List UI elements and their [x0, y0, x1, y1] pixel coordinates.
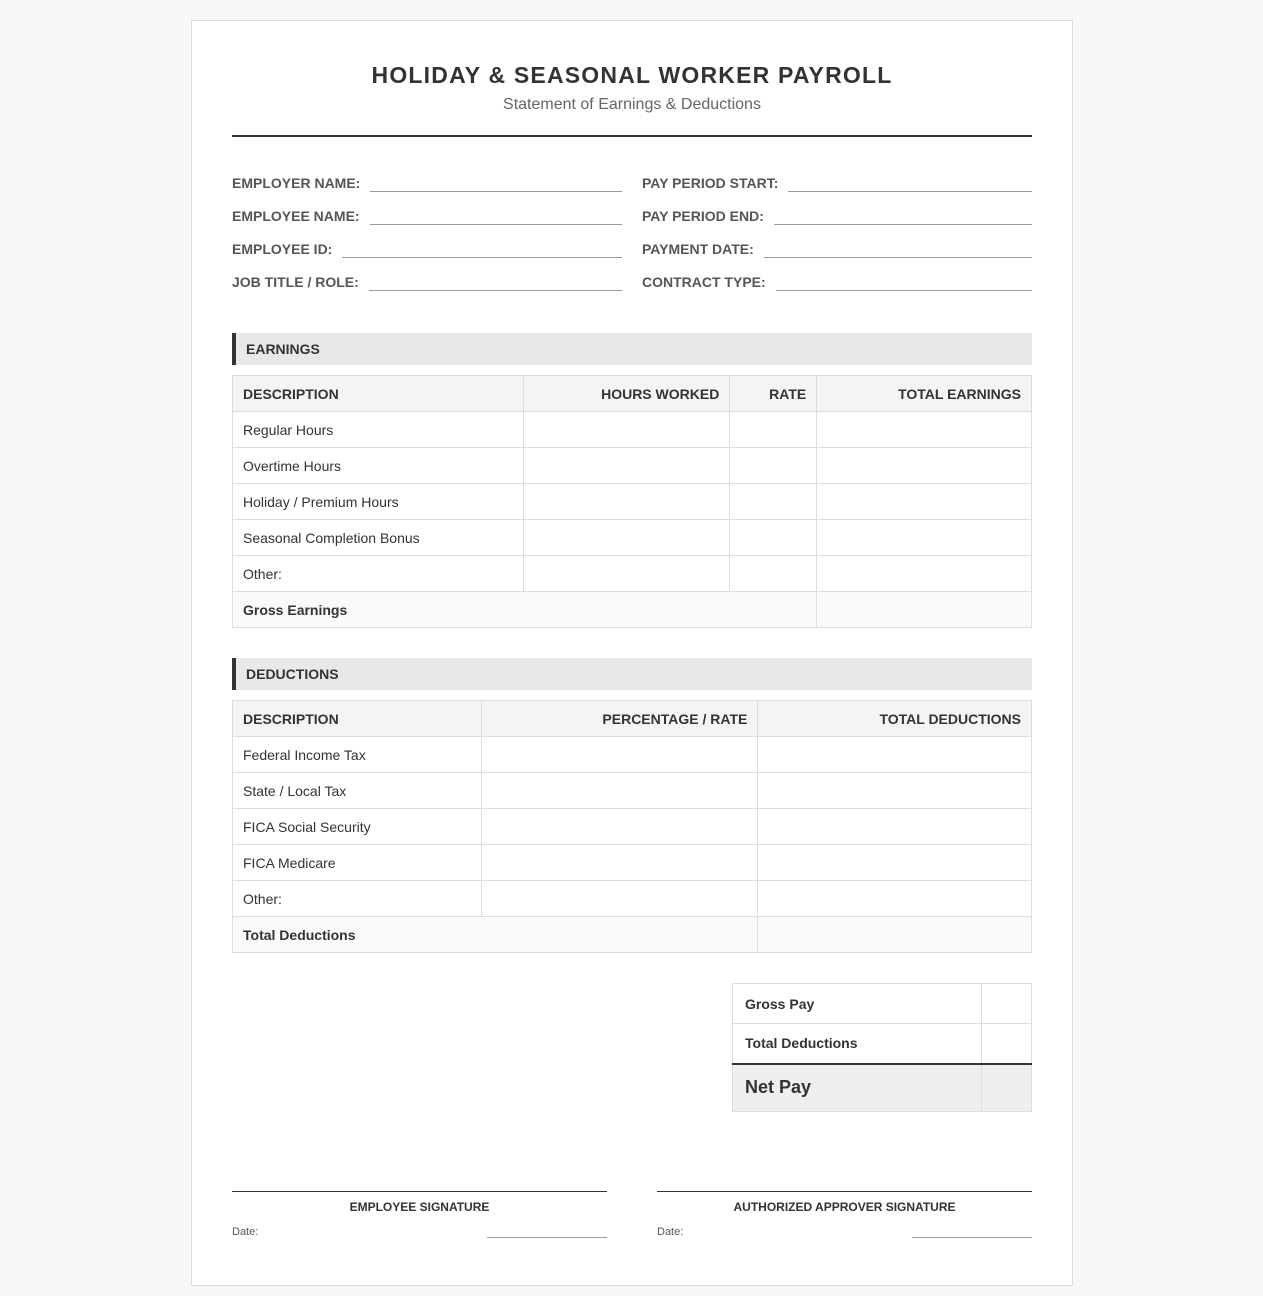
hours-cell[interactable]: [523, 412, 730, 448]
pay-period-start-row: [642, 170, 1032, 192]
summary-total-deductions-value[interactable]: [982, 1024, 1032, 1064]
summary-section: [232, 983, 1032, 1112]
pay-period-end-field[interactable]: [774, 203, 1032, 225]
table-row: [233, 809, 1032, 845]
employer-name-field[interactable]: [370, 170, 622, 192]
summary-total-deductions-label: Total Deductions: [733, 1024, 982, 1064]
info-right-column: [642, 170, 1032, 302]
rate-cell[interactable]: [730, 448, 817, 484]
rate-cell[interactable]: [481, 737, 758, 773]
pay-period-end-label: PAY PERIOD END:: [642, 208, 764, 224]
table-header-row: [233, 701, 1032, 737]
column-header-total-earnings: TOTAL EARNINGS: [817, 376, 1032, 412]
rate-cell[interactable]: [481, 881, 758, 917]
rate-cell[interactable]: [730, 484, 817, 520]
gross-earnings-value[interactable]: [817, 592, 1032, 628]
total-deductions-value[interactable]: [758, 917, 1032, 953]
approver-date-field[interactable]: [912, 1222, 1032, 1238]
column-header-description: DESCRIPTION: [233, 376, 524, 412]
total-cell[interactable]: [817, 556, 1032, 592]
column-header-percentage-rate: PERCENTAGE / RATE: [481, 701, 758, 737]
table-row: [233, 412, 1032, 448]
payroll-form: [191, 20, 1073, 1286]
employee-name-row: [232, 203, 622, 225]
employee-signature-block: [232, 1191, 607, 1238]
employer-name-label: EMPLOYER NAME:: [232, 175, 361, 191]
document-subtitle: Statement of Earnings & Deductions: [503, 96, 761, 113]
approver-signature-label: AUTHORIZED APPROVER SIGNATURE: [733, 1200, 956, 1214]
table-row: [233, 556, 1032, 592]
job-title-field[interactable]: [369, 269, 622, 291]
pay-period-start-label: PAY PERIOD START:: [642, 175, 779, 191]
row-label: State / Local Tax: [233, 773, 482, 809]
row-label: FICA Social Security: [233, 809, 482, 845]
summary-total-deductions-row: [733, 1024, 1032, 1064]
employee-date-label: Date:: [232, 1226, 259, 1238]
employee-id-label: EMPLOYEE ID:: [232, 241, 333, 257]
employee-name-label: EMPLOYEE NAME:: [232, 208, 360, 224]
rate-cell[interactable]: [730, 556, 817, 592]
table-row: [233, 448, 1032, 484]
employee-id-row: [232, 236, 622, 258]
total-deductions-row: [233, 917, 1032, 953]
contract-type-row: [642, 269, 1032, 291]
hours-cell[interactable]: [523, 484, 730, 520]
row-label: FICA Medicare: [233, 845, 482, 881]
total-cell[interactable]: [758, 773, 1032, 809]
table-row: [233, 881, 1032, 917]
rate-cell[interactable]: [730, 412, 817, 448]
hours-cell[interactable]: [523, 448, 730, 484]
row-label: Regular Hours: [233, 412, 524, 448]
hours-cell[interactable]: [523, 520, 730, 556]
rate-cell[interactable]: [481, 809, 758, 845]
table-row: [233, 737, 1032, 773]
table-row: [233, 520, 1032, 556]
summary-gross-pay-label: Gross Pay: [733, 984, 982, 1024]
summary-net-pay-value[interactable]: [982, 1064, 1032, 1112]
info-section: [232, 170, 1032, 302]
employee-signature-line[interactable]: [232, 1191, 607, 1192]
table-row: [233, 484, 1032, 520]
row-label: Other:: [233, 881, 482, 917]
rate-cell[interactable]: [481, 845, 758, 881]
total-cell[interactable]: [758, 845, 1032, 881]
row-label: Federal Income Tax: [233, 737, 482, 773]
document-title: HOLIDAY & SEASONAL WORKER PAYROLL: [371, 62, 893, 88]
summary-net-pay-label: Net Pay: [733, 1064, 982, 1112]
total-cell[interactable]: [817, 448, 1032, 484]
payment-date-field[interactable]: [764, 236, 1032, 258]
table-row: [233, 845, 1032, 881]
deductions-heading: DEDUCTIONS: [232, 658, 1032, 690]
contract-type-label: CONTRACT TYPE:: [642, 274, 766, 290]
summary-net-pay-row: [733, 1064, 1032, 1112]
row-label: Seasonal Completion Bonus: [233, 520, 524, 556]
employer-name-row: [232, 170, 622, 192]
approver-signature-line[interactable]: [657, 1191, 1032, 1192]
earnings-table: [232, 375, 1032, 628]
rate-cell[interactable]: [481, 773, 758, 809]
total-cell[interactable]: [817, 484, 1032, 520]
approver-date-label: Date:: [657, 1226, 684, 1238]
approver-date-row: [657, 1222, 1032, 1238]
gross-earnings-label: Gross Earnings: [233, 592, 817, 628]
total-deductions-label: Total Deductions: [233, 917, 758, 953]
total-cell[interactable]: [817, 520, 1032, 556]
deductions-table: [232, 700, 1032, 953]
info-left-column: [232, 170, 622, 302]
column-header-rate: RATE: [730, 376, 817, 412]
payment-date-label: PAYMENT DATE:: [642, 241, 754, 257]
table-header-row: [233, 376, 1032, 412]
employee-signature-label: EMPLOYEE SIGNATURE: [349, 1200, 490, 1214]
contract-type-field[interactable]: [776, 269, 1032, 291]
summary-gross-pay-row: [733, 984, 1032, 1024]
job-title-row: [232, 269, 622, 291]
gross-earnings-row: [233, 592, 1032, 628]
employee-name-field[interactable]: [370, 203, 622, 225]
row-label: Holiday / Premium Hours: [233, 484, 524, 520]
table-row: [233, 773, 1032, 809]
employee-id-field[interactable]: [342, 236, 622, 258]
earnings-heading: EARNINGS: [232, 333, 1032, 365]
column-header-total-deductions: TOTAL DEDUCTIONS: [758, 701, 1032, 737]
job-title-label: JOB TITLE / ROLE:: [232, 274, 359, 290]
total-cell[interactable]: [758, 809, 1032, 845]
summary-gross-pay-value[interactable]: [982, 984, 1032, 1024]
summary-table: [732, 983, 1032, 1112]
total-cell[interactable]: [758, 737, 1032, 773]
signature-section: [232, 1191, 1032, 1238]
rate-cell[interactable]: [730, 520, 817, 556]
employee-date-row: [232, 1222, 607, 1238]
column-header-description: DESCRIPTION: [233, 701, 482, 737]
pay-period-start-field[interactable]: [788, 170, 1032, 192]
pay-period-end-row: [642, 203, 1032, 225]
approver-signature-block: [657, 1191, 1032, 1238]
header-divider: [232, 135, 1032, 137]
row-label: Other:: [233, 556, 524, 592]
column-header-hours-worked: HOURS WORKED: [523, 376, 730, 412]
total-cell[interactable]: [817, 412, 1032, 448]
row-label: Overtime Hours: [233, 448, 524, 484]
hours-cell[interactable]: [523, 556, 730, 592]
total-cell[interactable]: [758, 881, 1032, 917]
employee-date-field[interactable]: [487, 1222, 607, 1238]
payment-date-row: [642, 236, 1032, 258]
